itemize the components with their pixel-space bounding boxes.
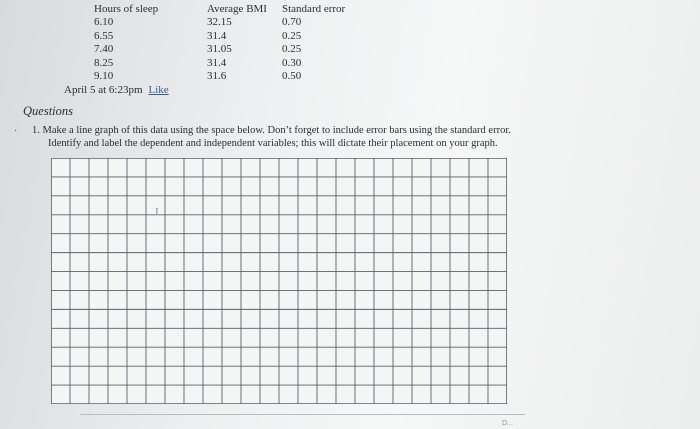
hours-of-sleep-column	[94, 3, 158, 83]
cell-bmi: 31.6	[207, 70, 227, 83]
post-timestamp: April 5 at 6:23pm	[64, 84, 143, 96]
questions-heading: Questions	[23, 104, 73, 118]
average-bmi-column	[207, 3, 267, 83]
cell-error: 0.50	[282, 70, 302, 83]
post-meta	[64, 84, 169, 96]
header-standard-error: Standard error	[282, 3, 346, 15]
cell-error: 0.25	[282, 29, 302, 42]
question-text-line-1: 1. Make a line graph of this data using the space below. Don’t forget to include error bars using the standard error.	[32, 125, 511, 136]
bottom-divider	[80, 414, 525, 415]
like-link[interactable]: Like	[148, 84, 169, 96]
list-bullet-icon: ·	[14, 126, 18, 137]
cell-error: 0.25	[282, 43, 302, 56]
text-cursor-icon: I	[155, 206, 159, 218]
question-text-line-2: Identify and label the dependent and independent variables; this will dictate their placement on your graph.	[48, 138, 498, 149]
graph-paper-grid[interactable]	[51, 158, 507, 404]
standard-error-column	[282, 3, 345, 83]
cell-bmi: 31.4	[207, 56, 227, 69]
cell-bmi: 32.15	[207, 16, 232, 29]
cell-bmi: 31.4	[207, 29, 227, 42]
cell-error: 0.70	[282, 16, 302, 29]
cell-hours: 6.55	[94, 29, 114, 42]
cell-hours: 8.25	[94, 56, 114, 69]
cell-hours: 6.10	[94, 16, 114, 29]
corner-text: D...	[502, 420, 513, 427]
cell-hours: 9.10	[94, 70, 114, 83]
header-hours-of-sleep: Hours of sleep	[94, 3, 159, 15]
cell-hours: 7.40	[94, 43, 114, 56]
header-average-bmi: Average BMI	[207, 3, 267, 15]
cell-bmi: 31.05	[207, 43, 232, 56]
cell-error: 0.30	[282, 56, 302, 69]
